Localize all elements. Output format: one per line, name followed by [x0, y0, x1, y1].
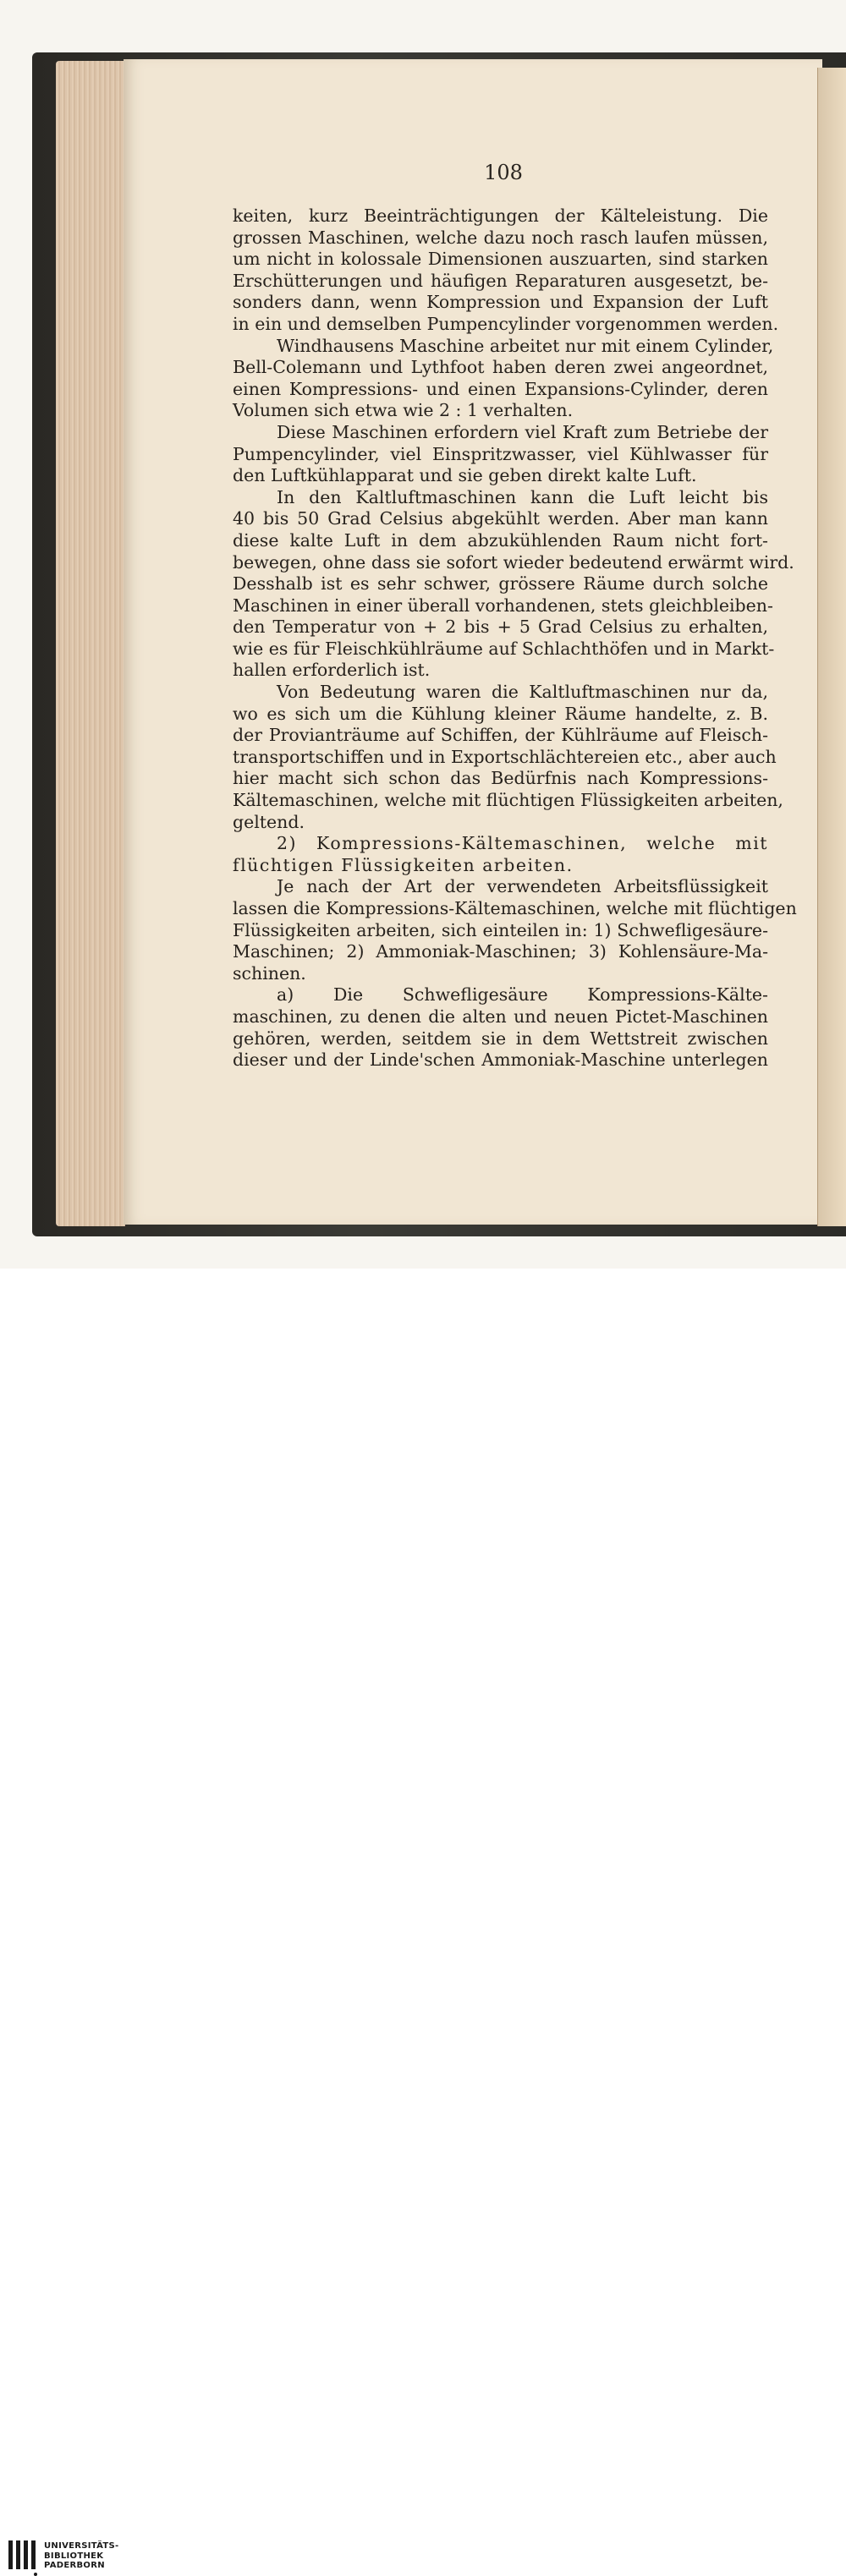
text-line: Maschinen; 2) Ammoniak-Maschinen; 3) Kohlensäure-Ma- [233, 941, 768, 962]
logo-line: UNIVERSITÄTS- [44, 2541, 119, 2551]
text-line: diese kalte Luft in dem abzukühlenden Raum nicht fort- [233, 529, 768, 551]
library-logo-icon [8, 2540, 37, 2576]
text-line: Bell-Colemann und Lythfoot haben deren zwei angeordnet, [233, 357, 768, 378]
text-line: Maschinen in einer überall vorhandenen, stets gleichbleiben- [233, 595, 773, 616]
section-heading-line: flüchtigen Flüssigkeiten arbeiten. [233, 854, 574, 875]
library-footer [0, 1269, 846, 2570]
scanned-book-spread [0, 0, 846, 1269]
logo-line: PADERBORN [44, 2561, 105, 2570]
text-line: a) Die Schwefligesäure Kompressions-Kälte- [277, 984, 768, 1006]
text-line: gehören, werden, seitdem sie in dem Wettstreit zwischen [233, 1028, 768, 1049]
text-line: Pumpencylinder, viel Einspritzwasser, viel Kühlwasser für [233, 443, 768, 464]
text-line: Windhausens Maschine arbeitet nur mit einem Cylinder, [277, 335, 774, 356]
body-text [233, 206, 797, 1072]
text-line: wo es sich um die Kühlung kleiner Räume handelte, z. B. [233, 703, 768, 724]
text-line: Von Bedeutung waren die Kaltluftmaschinen nur da, [277, 682, 768, 703]
text-line: Erschütterungen und häufigen Reparaturen ausgesetzt, be- [233, 270, 768, 291]
facing-page-edge [817, 68, 846, 1226]
text-line: keiten, kurz Beeinträchtigungen der Kälteleistung. Die [233, 206, 768, 226]
text-line: schinen. [233, 962, 306, 984]
text-line: wie es für Fleischkühlräume auf Schlachthöfen und in Markt- [233, 638, 775, 659]
text-line: dieser und der Linde'schen Ammoniak-Maschine unterlegen [233, 1050, 768, 1071]
logo-line: BIBLIOTHEK [44, 2551, 104, 2561]
text-line: Desshalb ist es sehr schwer, grössere Räume durch solche [233, 573, 768, 595]
text-line: 40 bis 50 Grad Celsius abgekühlt werden. Aber man kann [233, 508, 768, 529]
text-line: Flüssigkeiten arbeiten, sich einteilen in: 1) Schwefligesäure- [233, 919, 768, 940]
text-line: maschinen, zu denen die alten und neuen Pictet-Maschinen [233, 1006, 768, 1027]
text-line: den Temperatur von + 2 bis + 5 Grad Celsius zu erhalten, [233, 617, 768, 638]
text-line: geltend. [233, 811, 305, 832]
text-line: Kältemaschinen, welche mit flüchtigen Flüssigkeiten arbeiten, [233, 790, 783, 811]
text-line: Je nach der Art der verwendeten Arbeitsflüssigkeit [277, 876, 768, 897]
text-line: sonders dann, wenn Kompression und Expansion der Luft [233, 292, 768, 313]
text-line: grossen Maschinen, welche dazu noch rasch laufen müssen, [233, 227, 768, 248]
text-line: um nicht in kolossale Dimensionen auszuarten, sind starken [233, 249, 768, 270]
text-line: bewegen, ohne dass sie sofort wieder bedeutend erwärmt wird. [233, 551, 794, 573]
text-line: Diese Maschinen erfordern viel Kraft zum Betriebe der [277, 421, 768, 442]
page-edges [56, 61, 125, 1226]
page-number: 108 [484, 161, 523, 184]
section-heading-line: 2) Kompressions-Kältemaschinen, welche mit [277, 833, 768, 854]
text-line: einen Kompressions- und einen Expansions-Cylinder, deren [233, 378, 768, 399]
text-line: Volumen sich etwa wie 2 : 1 verhalten. [233, 400, 574, 421]
text-line: der Provianträume auf Schiffen, der Kühlräume auf Fleisch- [233, 725, 768, 746]
text-line: lassen die Kompressions-Kältemaschinen, welche mit flüchtigen [233, 898, 797, 918]
text-line: den Luftkühlapparat und sie geben direkt kalte Luft. [233, 465, 697, 486]
text-line: transportschiffen und in Exportschlächtereien etc., aber auch [233, 746, 777, 767]
text-line: In den Kaltluftmaschinen kann die Luft leicht bis [277, 486, 768, 507]
text-line: in ein und demselben Pumpencylinder vorgenommen werden. [233, 313, 779, 334]
text-line: hallen erforderlich ist. [233, 660, 431, 681]
text-line: hier macht sich schon das Bedürfnis nach Kompressions- [233, 768, 768, 789]
library-logo-text [44, 2541, 119, 2571]
